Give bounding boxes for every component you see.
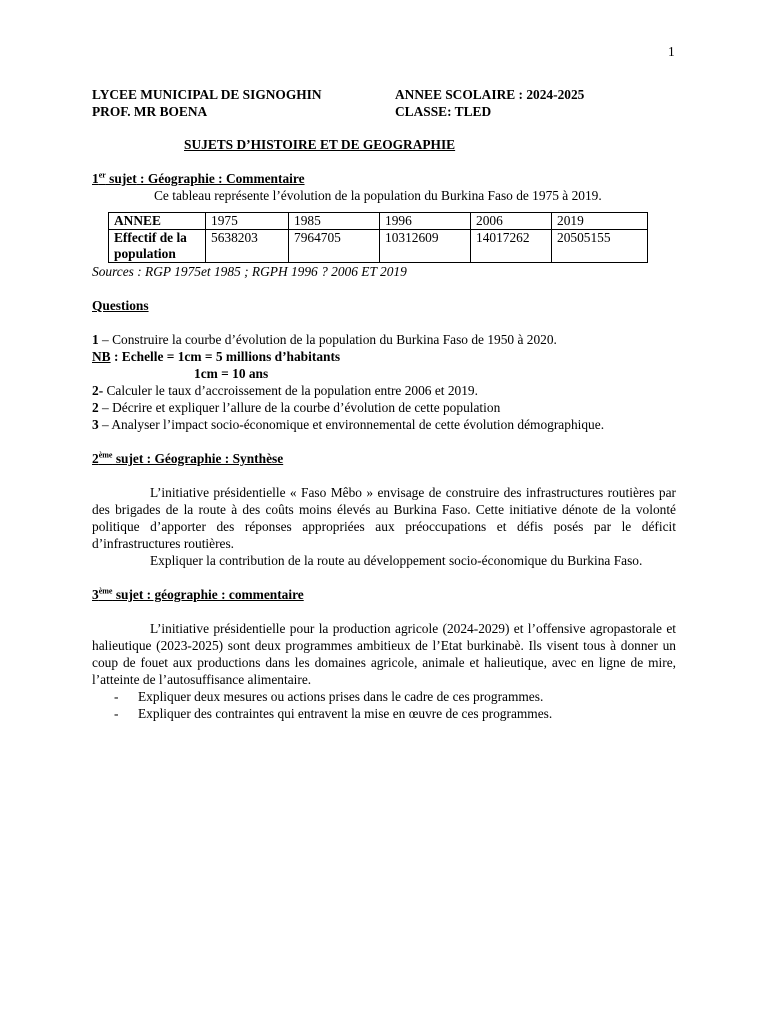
- subject3-bullet-list: [92, 688, 676, 722]
- subject1-heading: [92, 170, 676, 187]
- school-year: ANNEE SCOLAIRE : 2024-2025: [395, 87, 585, 102]
- teacher-name: PROF. MR BOENA: [92, 104, 208, 119]
- list-item-text: Expliquer deux mesures ou actions prises dans le cadre de ces programmes.: [138, 689, 544, 704]
- scale-note-2: 1cm = 10 ans: [194, 366, 269, 381]
- table-row-label: Effectif de la population: [109, 230, 206, 263]
- question-2a: [92, 382, 676, 399]
- table-row: [109, 230, 648, 263]
- table-value: 7964705: [289, 230, 380, 263]
- bullet-dash: -: [114, 706, 119, 721]
- question-1: [92, 331, 676, 348]
- bullet-dash: -: [114, 689, 119, 704]
- subject3-sup: ème: [98, 586, 113, 596]
- table-row: [109, 213, 648, 230]
- table-year: 1996: [380, 213, 471, 230]
- table-year: 1985: [289, 213, 380, 230]
- table-value: 14017262: [471, 230, 552, 263]
- subject2-heading-rest: sujet : Géographie : Synthèse: [112, 451, 284, 466]
- population-table: [108, 212, 648, 263]
- question-3-text: – Analyser l’impact socio-économique et environnemental de cette évolution démographique.: [98, 417, 605, 432]
- subject2-instruction: Expliquer la contribution de la route au développement socio-économique du Burkina Faso.: [150, 553, 643, 568]
- question-2a-text: Calculer le taux d’accroissement de la population entre 2006 et 2019.: [103, 383, 478, 398]
- list-item-text: Expliquer des contraintes qui entravent la mise en œuvre de ces programmes.: [138, 706, 553, 721]
- question-2a-number: 2-: [92, 383, 104, 398]
- question-3-number: 3: [92, 417, 99, 432]
- document-body: [92, 170, 676, 722]
- page-number: 1: [668, 44, 675, 59]
- list-item: [92, 705, 676, 722]
- subject1-heading-tail: : Géographie : Commentaire: [136, 171, 305, 186]
- subject2-sup: ème: [98, 450, 113, 460]
- scale-note: [92, 348, 676, 365]
- question-2b-number: 2: [92, 400, 99, 415]
- subject3-number: 3: [92, 587, 99, 602]
- subject2-heading: [92, 450, 676, 467]
- subject2-number: 2: [92, 451, 99, 466]
- class-name: CLASSE: TLED: [395, 104, 492, 119]
- table-year: 2006: [471, 213, 552, 230]
- table-sources: Sources : RGP 1975et 1985 ; RGPH 1996 ? 2006 ET 2019: [92, 264, 407, 279]
- table-head-label: ANNEE: [109, 213, 206, 230]
- subject3-heading-rest: sujet : géographie : commentaire: [112, 587, 304, 602]
- nb-label: NB: [92, 349, 111, 364]
- question-2b-text: – Décrire et expliquer l’allure de la courbe d’évolution de cette population: [98, 400, 501, 415]
- list-item: [92, 688, 676, 705]
- table-value: 10312609: [380, 230, 471, 263]
- subject3-heading: [92, 586, 676, 603]
- question-3: [92, 416, 676, 433]
- subject1-number: 1: [92, 171, 99, 186]
- document-header: [92, 86, 692, 120]
- questions-heading: Questions: [92, 298, 149, 313]
- subject1-heading-word: sujet: [105, 171, 137, 186]
- question-1-number: 1: [92, 332, 99, 347]
- subject1-intro: Ce tableau représente l’évolution de la population du Burkina Faso de 1975 à 2019.: [154, 188, 602, 203]
- school-name: LYCEE MUNICIPAL DE SIGNOGHIN: [92, 87, 322, 102]
- table-year: 2019: [552, 213, 648, 230]
- page-title: SUJETS D’HISTOIRE ET DE GEOGRAPHIE: [184, 137, 456, 152]
- question-1-text: – Construire la courbe d’évolution de la population du Burkina Faso de 1950 à 2020.: [98, 332, 557, 347]
- table-value: 5638203: [206, 230, 289, 263]
- question-2b: [92, 399, 676, 416]
- subject2-paragraph: L’initiative présidentielle « Faso Mêbo » envisage de construire des infrastructures routières par des brigades de la route à des coûts moins élevés au Burkina Faso. Cette initiative dénote de la volonté politique d’apporter des réponses appropriées aux préoccupations et défis posés par le déficit d’infrastructures routières.: [92, 485, 676, 551]
- table-value: 20505155: [552, 230, 648, 263]
- table-year: 1975: [206, 213, 289, 230]
- subject3-paragraph: L’initiative présidentielle pour la production agricole (2024-2029) et l’offensive agropastorale et halieutique (2023-2025) sont deux programmes ambitieux de l’Etat burkinabè. Ils visent tous à donner un coup de fouet aux productions dans les domaines agricole, animale et halieutique, avec en ligne de mire, l’atteinte de l’autosuffisance alimentaire.: [92, 621, 676, 687]
- subject1-sup: er: [98, 170, 106, 180]
- nb-text: : Echelle = 1cm = 5 millions d’habitants: [110, 349, 341, 364]
